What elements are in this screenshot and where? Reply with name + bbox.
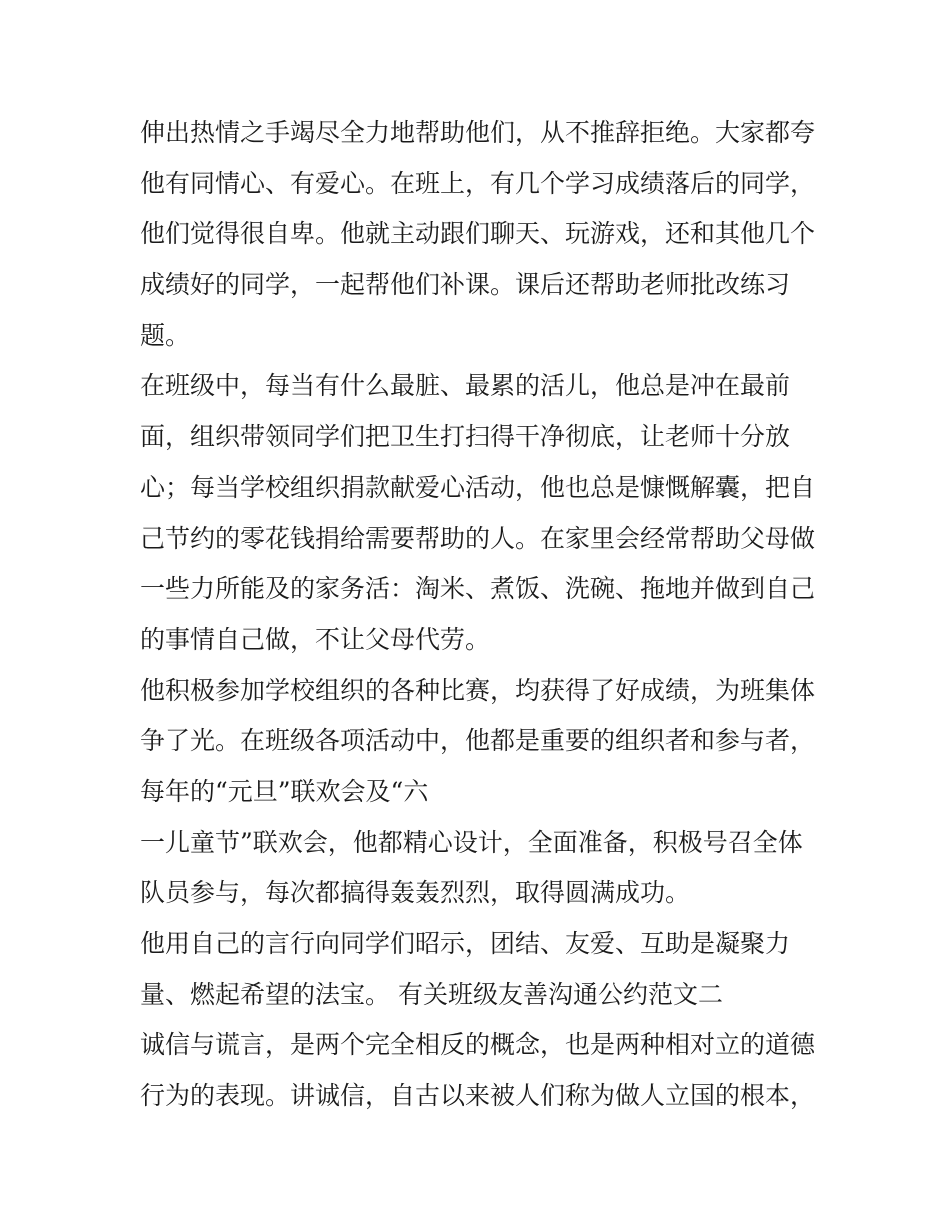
text-line: 面，组织带领同学们把卫生打扫得干净彻底，让老师十分放 — [140, 422, 791, 452]
text-line: 他们觉得很自卑。他就主动跟们聊天、玩游戏，还和其他几个 — [140, 219, 816, 249]
text-line: 行为的表现。讲诚信，自古以来被人们称为做人立国的根本， — [140, 1081, 816, 1111]
text-line: 在班级中，每当有什么最脏、最累的活儿，他总是冲在最前 — [140, 371, 791, 401]
text-line: 的事情自己做，不让父母代劳。 — [140, 624, 491, 654]
text-line: 每年的“元旦”联欢会及“六 — [140, 776, 429, 806]
text-line: 队员参与，每次都搞得轰轰烈烈，取得圆满成功。 — [140, 878, 691, 908]
text-line: 一儿童节”联欢会，他都精心设计，全面准备，积极号召全体 — [140, 827, 803, 857]
text-line: 争了光。在班级各项活动中，他都是重要的组织者和参与者， — [140, 726, 816, 756]
body-text — [140, 108, 820, 1122]
text-line: 他有同情心、有爱心。在班上，有几个学习成绩落后的同学， — [140, 168, 816, 198]
text-line: 诚信与谎言，是两个完全相反的概念，也是两种相对立的道德 — [140, 1030, 816, 1060]
text-line: 他用自己的言行向同学们昭示，团结、友爱、互助是凝聚力 — [140, 929, 791, 958]
text-line: 心；每当学校组织捐款献爱心活动，他也总是慷慨解囊，把自 — [140, 472, 816, 502]
text-line: 成绩好的同学，一起帮他们补课。课后还帮助老师批改练习 — [140, 270, 791, 300]
text-line: 己节约的零花钱捐给需要帮助的人。在家里会经常帮助父母做 — [140, 523, 816, 553]
text-line: 量、燃起希望的法宝。 有关班级友善沟通公约范文二 — [140, 979, 723, 1009]
text-line: 一些力所能及的家务活：淘米、煮饭、洗碗、拖地并做到自己 — [140, 574, 816, 604]
text-line: 题。 — [140, 320, 191, 350]
text-line: 伸出热情之手竭尽全力地帮助他们，从不推辞拒绝。大家都夸 — [140, 118, 816, 147]
text-line: 他积极参加学校组织的各种比赛，均获得了好成绩，为班集体 — [140, 675, 816, 705]
